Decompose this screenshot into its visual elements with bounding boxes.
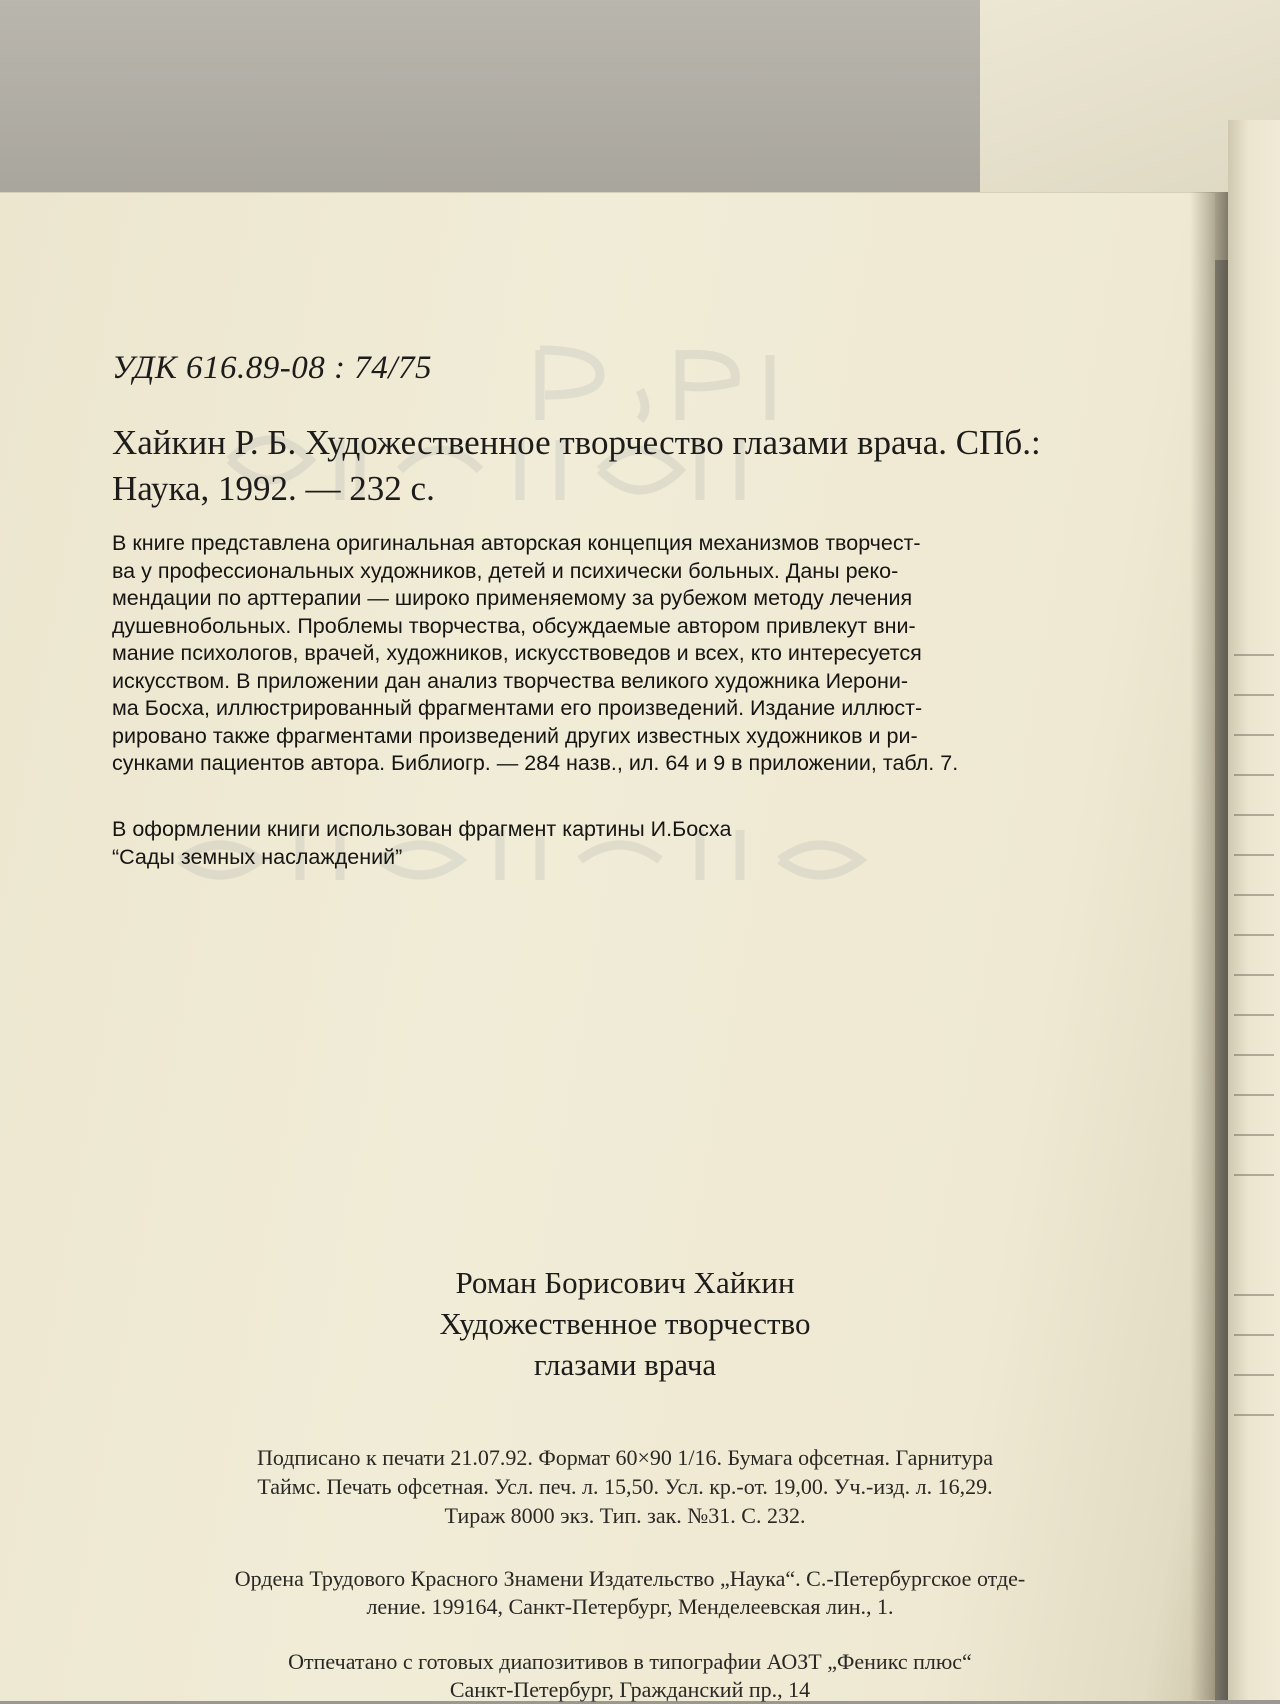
bibliographic-record [112,420,1152,512]
design-note-line: “Сады земных наслаждений” [112,845,403,869]
facing-page-text-fragment [1234,1120,1274,1136]
book-title-line: Художественное творчество [439,1306,811,1341]
abstract-line: мание психологов, врачей, художников, искусствоведов и всех, кто интересуется [112,641,922,665]
abstract-line: искусством. В приложении дан анализ творчества великого художника Иерони- [112,668,908,693]
abstract-line: мендации по арттерапии — широко применяемому за рубежом методу лечения [112,586,913,610]
book-title-line: глазами врача [533,1347,717,1382]
bibliographic-record-line: Наука, 1992. — 232 с. [112,469,435,508]
imprint-line: Тираж 8000 экз. Тип. зак. №31. С. 232. [444,1503,806,1528]
facing-page-text-fragment [1234,960,1274,976]
facing-page-edge [1228,120,1280,1700]
abstract-line: ма Босха, иллюстрированный фрагментами его произведений. Издание иллюст- [112,696,923,720]
abstract-line: сунками пациентов автора. Библиогр. — 284 назв., ил. 64 и 9 в приложении, табл. 7. [112,751,959,775]
imprint-line: Таймс. Печать офсетная. Усл. печ. л. 15,50. Усл. кр.-от. 19,00. Уч.-изд. л. 16,29. [257,1474,993,1499]
facing-page-text-fragment [1234,1280,1274,1296]
publisher-info [100,1565,1160,1621]
facing-page-text-fragment [1234,1040,1274,1056]
facing-page-text-fragment [1234,1160,1274,1176]
publisher-line: ление. 199164, Санкт-Петербург, Менделеевская лин., 1. [366,1594,894,1619]
book-title-block [300,1262,950,1385]
abstract-line: ва у профессиональных художников, детей и психически больных. Даны реко- [112,558,899,583]
publisher-line: Ордена Трудового Красного Знамени Издательство „Наука“. С.-Петербургское отде- [234,1566,1026,1591]
design-note-line: В оформлении книги использован фрагмент картины И.Босха [112,817,732,841]
printer-info [110,1648,1150,1704]
facing-page-text-fragment [1234,1360,1274,1376]
book-gutter-shadow [1190,192,1230,1700]
facing-page-text-fragment [1234,1000,1274,1016]
facing-page-text-fragment [1234,1080,1274,1096]
facing-page-text-fragment [1234,1320,1274,1336]
facing-page-text-fragment [1234,880,1274,896]
cover-design-note [112,815,731,871]
facing-page-text-fragment [1234,640,1274,656]
author-name: Роман Борисович Хайкин [455,1265,795,1300]
abstract-line: В книге представлена оригинальная авторская концепция механизмов творчест- [112,531,921,555]
facing-page-text-fragment [1234,1400,1274,1416]
print-imprint [110,1443,1140,1530]
abstract-line: душевнобольных. Проблемы творчества, обсуждаемые автором привлекут вни- [112,613,916,638]
facing-page-text-fragment [1234,760,1274,776]
facing-page-text-fragment [1234,720,1274,736]
abstract-line: рировано также фрагментами произведений других известных художников и ри- [112,723,918,748]
udk-code: УДК 616.89-08 : 74/75 [112,350,432,386]
abstract-paragraph [112,530,958,778]
facing-page-text-fragment [1234,680,1274,696]
facing-page-text-fragment [1234,920,1274,936]
facing-page-text-fragment [1234,840,1274,856]
printer-line: Отпечатано с готовых диапозитивов в типографии АОЗТ „Феникс плюс“ [288,1649,972,1674]
printer-line: Санкт-Петербург, Гражданский пр., 14 [449,1677,811,1702]
imprint-line: Подписано к печати 21.07.92. Формат 60×90 1/16. Бумага офсетная. Гарнитура [256,1445,994,1470]
bibliographic-record-line: Хайкин Р. Б. Художественное творчество глазами врача. СПб.: [112,423,1041,462]
facing-page-text-fragment [1234,800,1274,816]
